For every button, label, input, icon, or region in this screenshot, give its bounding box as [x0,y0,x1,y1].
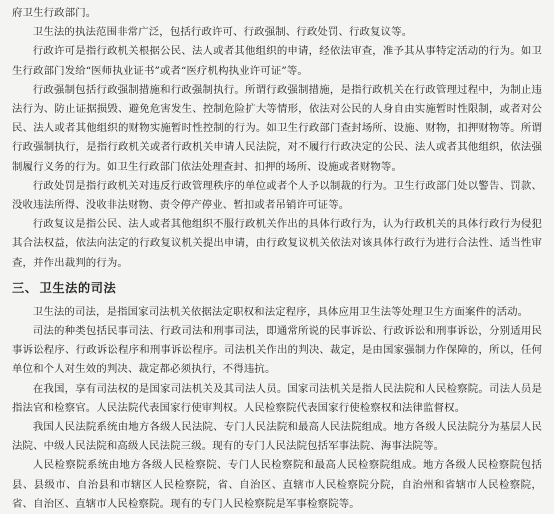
paragraph: 行政处罚是指行政机关对违反行政管理秩序的单位或者个人予以制裁的行为。卫生行政部门处以警告、罚款、没收违法所得、没收非法财物、责令停产停业、暂扣或者吊销许可证等。 [12,179,542,212]
paragraph: 卫生法的执法范围非常广泛，包括行政许可、行政强制、行政处罚、行政复议等。 [32,26,413,39]
section-number: 三、 [12,280,38,295]
section-heading [12,280,542,296]
body-text-top [12,4,542,273]
paragraph: 卫生法的司法，是指国家司法机关依据法定职权和法定程序，具体应用卫生法等处理卫生方面案件的活动。 [32,305,529,318]
section-title: 卫生法的司法 [39,280,117,295]
paragraph: 行政强制包括行政强制措施和行政强制执行。所谓行政强制措施，是指行政机关在行政管理过程中，为制止违法行为、防止证据损毁、避免危害发生、控制危险扩大等情形，依法对公民的人身自由实施暂时性限制，或者对公民、法人或者其他组织的财物实施暂时性控制的行为。如卫生行政部门查封场所、设施、财物，扣押财物等。所谓行政强制执行，是指行政机关或者行政机关申请人民法院，对不履行行政决定的公民、法人或者其他组织，依法强制履行义务的行为。如卫生行政部门依法处理查封、扣押的场所、设施或者财物等。 [12,83,542,173]
paragraph: 人民检察院系统由地方各级人民检察院、专门人民检察院和最高人民检察院组成。地方各级人民检察院包括县、县级市、自治县和市辖区人民检察院，省、自治区、直辖市人民检察院分院，自治州和省辖市人民检察院，省、自治区、直辖市人民检察院。现有的专门人民检察院是军事检察院等。 [12,459,542,510]
body-text-bottom [12,303,542,514]
paragraph: 我国人民法院系统由地方各级人民法院、专门人民法院和最高人民法院组成。地方各级人民法院分为基层人民法院、中级人民法院和高级人民法院三级。现有的专门人民法院包括军事法院、海事法院等。 [12,421,542,453]
paragraph: 在我国，享有司法权的是国家司法机关及其司法人员。国家司法机关是指人民法院和人民检察院。司法人员是指法官和检察官。人民法院代表国家行使审判权。人民检察院代表国家行使检察权和法律监督权。 [12,382,542,414]
paragraph: 府卫生行政部门。 [12,7,97,19]
paragraph: 行政复议是指公民、法人或者其他组织不服行政机关作出的具体行政行为，认为行政机关的具体行政行为侵犯其合法权益，依法向法定的行政复议机关提出申请，由行政复议机关依法对该具体行政行为进行合法性、适当性审查，并作出裁判的行为。 [12,218,542,269]
paragraph: 行政许可是指行政机关根据公民、法人或者其他组织的申请，经依法审查，准予其从事特定活动的行为。如卫生行政部门发给“医师执业证书”或者“医疗机构执业许可证”等。 [12,45,542,77]
paragraph: 司法的种类包括民事司法、行政司法和刑事司法，即通常所说的民事诉讼、行政诉讼和刑事诉讼，分别适用民事诉讼程序、行政诉讼程序和刑事诉讼程序。司法机关作出的判决、裁定，是由国家强制力作保障的，所以，任何单位和个人对生效的判决、裁定都必须执行，不得违抗。 [12,325,542,376]
